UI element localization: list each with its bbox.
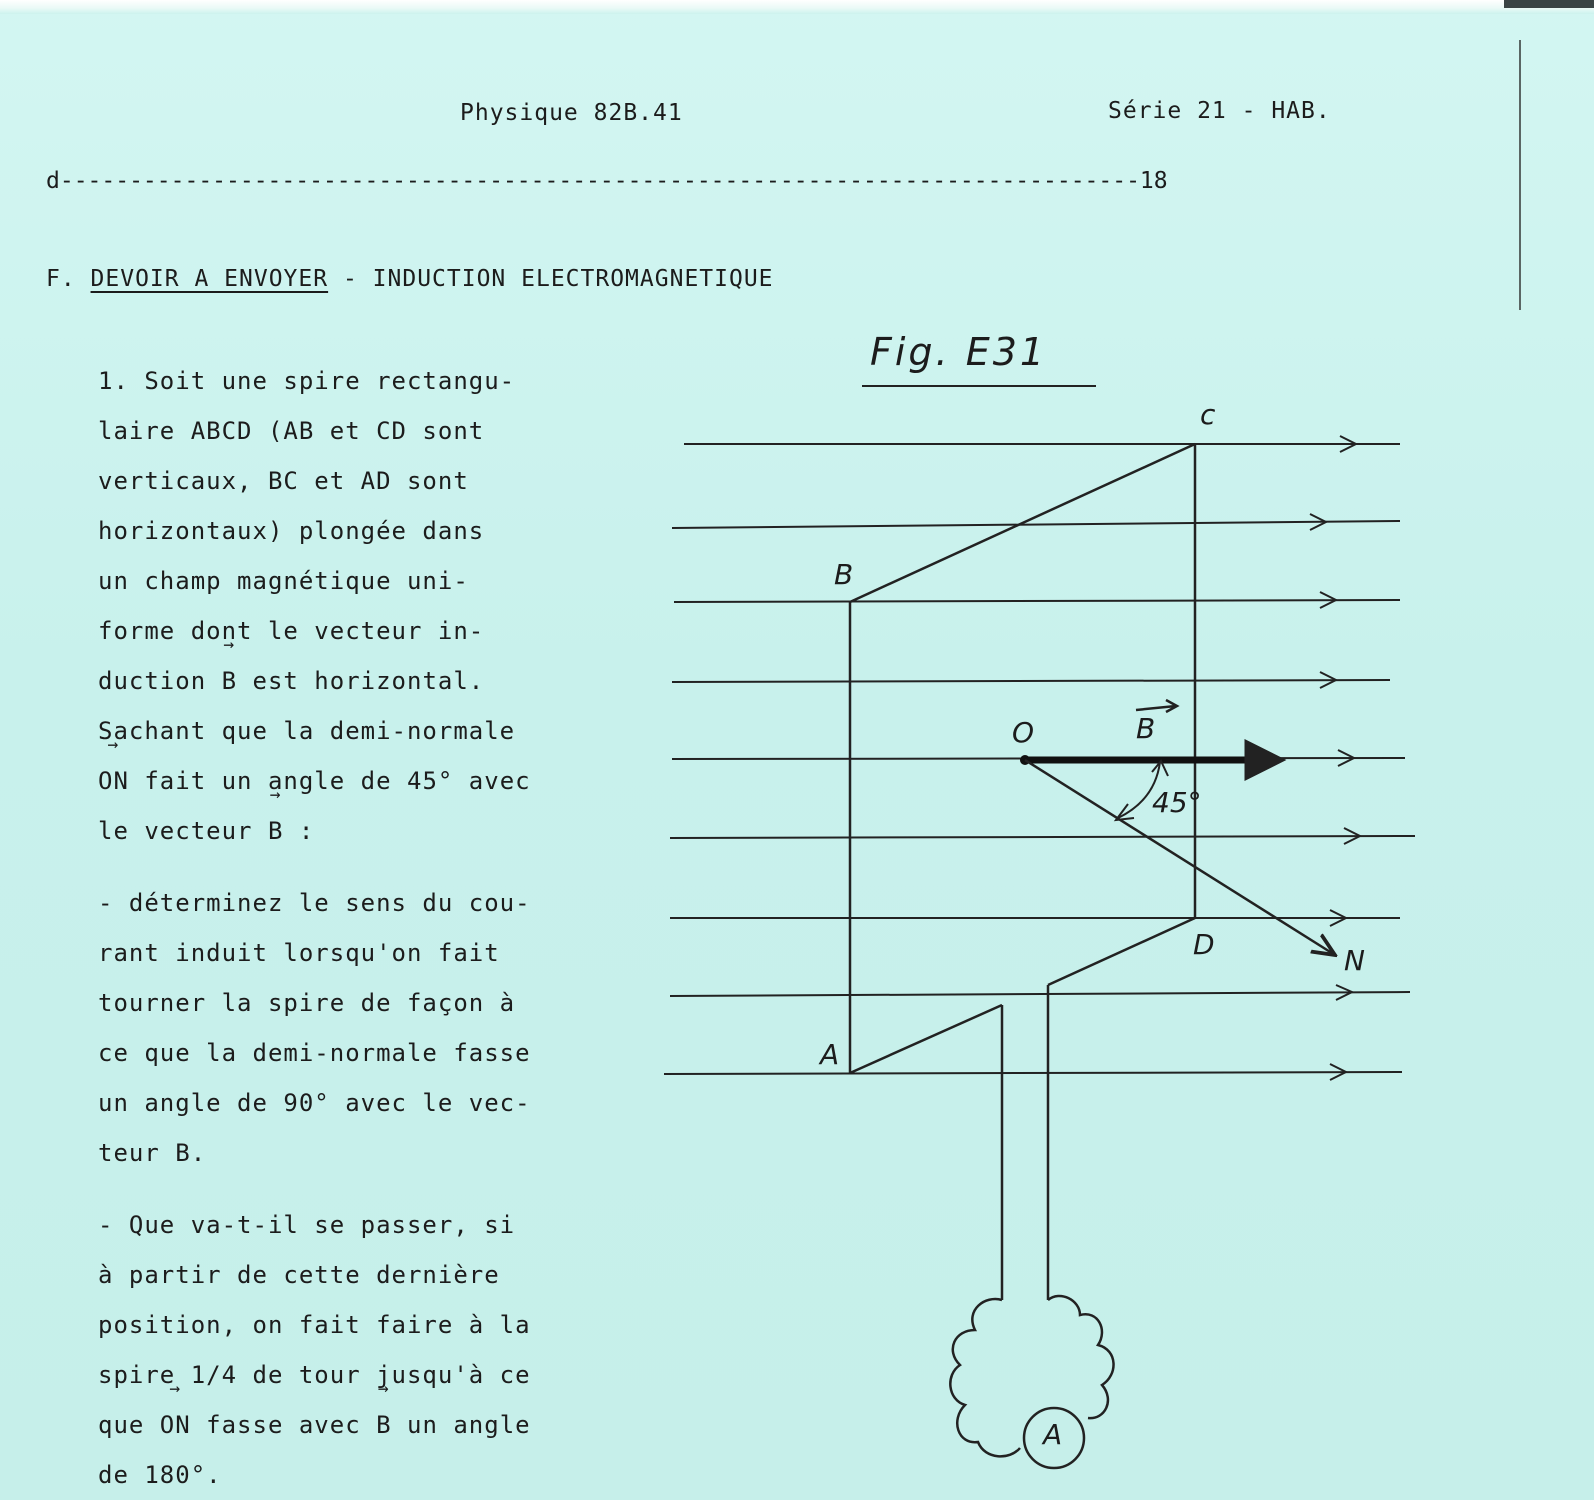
text-line: Sachant que la demi-normale [98,717,516,745]
text-line: forme dont le vecteur in- [98,617,485,645]
field-line [674,600,1400,602]
section-prefix: F. [46,266,91,292]
text-segment: duction [98,667,222,695]
course-code: Physique 82B.41 [460,100,683,126]
text-segment: que [98,1411,160,1439]
vector-on-symbol: → ON [98,756,129,806]
label-B-vector: B [1136,712,1156,745]
field-line [664,1072,1402,1074]
text-segment: un angle [391,1411,531,1439]
text-segment: le vecteur [98,817,268,845]
label-A: A [820,1038,840,1071]
text-line: un angle de 90° avec le vec- [98,1089,531,1117]
circuit-wire-loop [1048,1296,1114,1418]
field-line [672,680,1390,682]
text-line: laire ABCD (AB et CD sont [98,417,485,445]
text-line: tourner la spire de façon à [98,989,516,1017]
text-line: horizontaux) plongée dans [98,517,485,545]
vector-b-symbol: → B [222,656,237,706]
figure-title: Fig. E31 [870,330,1048,374]
text-line: - Que va-t-il se passer, si [98,1211,516,1239]
text-line: 1. Soit une spire rectangu- [98,367,516,395]
label-N: N [1344,944,1365,977]
text-line: ce que la demi-normale fasse [98,1039,531,1067]
text-line: un champ magnétique uni- [98,567,469,595]
text-segment: : [283,817,315,845]
loop-side-A-lead [850,1005,1002,1073]
loop-side-D-lead [1048,918,1195,985]
field-line [670,836,1415,838]
text-segment: fait un angle de 45° avec [128,767,531,795]
vector-b-symbol: → B [376,1400,391,1450]
text-segment: fasse avec [190,1411,377,1439]
page-separator-line: d------------------------------------------------------------------------------18 [46,168,1168,194]
ammeter-label: A [1043,1418,1063,1451]
text-segment: est horizontal. [237,667,485,695]
text-line: position, on fait faire à la [98,1311,531,1339]
field-line [670,992,1410,996]
angle-arc-arrowhead [1116,804,1134,820]
section-title-underlined: DEVOIR A ENVOYER [90,266,329,292]
text-line: à partir de cette dernière [98,1261,500,1289]
label-B: B [834,558,854,591]
text-line: - déterminez le sens du cou- [98,889,531,917]
field-line [672,521,1400,528]
text-line: verticaux, BC et AD sont [98,467,469,495]
text-line: rant induit lorsqu'on fait [98,939,500,967]
label-C: c [1200,398,1216,431]
label-D: D [1193,928,1215,961]
vector-b-symbol: → B [268,806,283,856]
text-line: spire 1/4 de tour jusqu'à ce [98,1361,531,1389]
angle-label: 45° [1152,786,1202,819]
text-line: de 180°. [98,1461,222,1489]
series-label: Série 21 - HAB. [1108,98,1331,124]
section-title-rest: - INDUCTION ELECTROMAGNETIQUE [328,266,774,292]
text-line: teur B. [98,1139,207,1167]
circuit-wire-loop [950,1299,1020,1456]
vector-on-symbol: → ON [160,1400,191,1450]
label-O: O [1012,716,1035,749]
